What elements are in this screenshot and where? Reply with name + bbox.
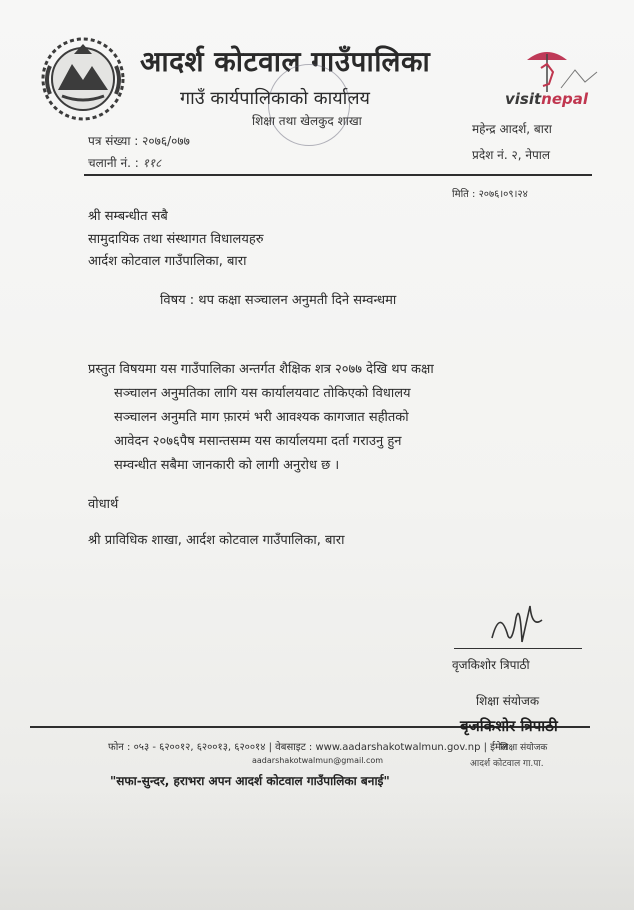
office-title: आदर्श कोटवाल गाउँपालिका (140, 45, 431, 78)
recipient-line2: सामुदायिक तथा संस्थागत विधालयहरु (88, 232, 264, 247)
signatory-name: वृजकिशोर त्रिपाठी (452, 658, 530, 672)
letter-number: पत्र संख्या : २०७६/०७७ (88, 134, 190, 148)
letter-date: मिति : २०७६।०९।२४ (452, 189, 528, 200)
body-line3: सञ्चालन अनुमति माग फ़ारमं भरी आवश्यक कागजात सहीतको (114, 410, 409, 425)
office-address-line1: महेन्द्र आदर्श, बारा (472, 122, 552, 136)
official-stamp-name: बृजकिशोर त्रिपाठी (460, 717, 558, 735)
header-divider (84, 174, 592, 176)
dispatch-value: ११८ (142, 156, 162, 170)
nepal-emblem-icon (40, 36, 126, 122)
recipient-line3: आर्दश कोटवाल गाउँपालिका, बारा (88, 254, 247, 269)
footer-email: aadarshakotwalmun@gmail.com (252, 756, 384, 765)
letter-subject: विषय : थप कक्षा सञ्चालन अनुमती दिने सम्वन्धमा (160, 293, 397, 308)
body-line1: प्रस्तुत विषयमा यस गाउँपालिका अन्तर्गत शैक्षिक शत्र २०७७ देखि थप कक्षा (88, 362, 434, 377)
signatory-title: शिक्षा संयोजक (476, 694, 540, 708)
body-line5: सम्वन्धीत सबैमा जानकारी को लागी अनुरोध छ । (114, 458, 340, 473)
paper-shadow (0, 790, 634, 910)
official-stamp-role: शिक्षा संयोजक (500, 743, 548, 753)
recipient-line1: श्री सम्बन्धीत सबै (88, 209, 168, 224)
signature-line (454, 648, 582, 649)
footer-slogan: "सफा-सुन्दर, हराभरा अपन आदर्श कोटवाल गाउँपालिका बनाई" (110, 774, 390, 788)
body-line2: सञ्चालन अनुमतिका लागि यस कार्यालयवाट तोकिएको विधालय (114, 386, 411, 401)
letter-body (88, 358, 556, 478)
cc-recipient: श्री प्राविधिक शाखा, आर्दश कोटवाल गाउँपालिका, बारा (88, 533, 345, 548)
office-subtitle: गाउँ कार्यपालिकाको कार्यालय (180, 88, 370, 109)
dispatch-number (88, 154, 161, 171)
office-stamp-icon (268, 64, 350, 146)
bodhartha-label: वोधार्थ (88, 497, 119, 512)
visit-nepal-wordmark: visitnepal (505, 90, 589, 108)
section-name: शिक्षा तथा खेलकुद शाखा (252, 114, 362, 128)
body-line4: आवेदन २०७६पैष मसान्तसम्म यस कार्यालयमा दर्ता गराउनु हुन (114, 434, 402, 449)
handwritten-signature-icon (486, 598, 546, 648)
office-address-line2: प्रदेश नं. २, नेपाल (472, 148, 551, 162)
footer-contact: फोन : ०५३ - ६२००१२, ६२००१३, ६२००१४ | वेबसाइट : www.aadarshakotwalmun.gov.np | ईमेल (108, 742, 508, 753)
dispatch-label: चलानी नं. : (88, 156, 139, 170)
official-stamp-office: आदर्श कोटवाल गा.पा. (470, 759, 544, 769)
